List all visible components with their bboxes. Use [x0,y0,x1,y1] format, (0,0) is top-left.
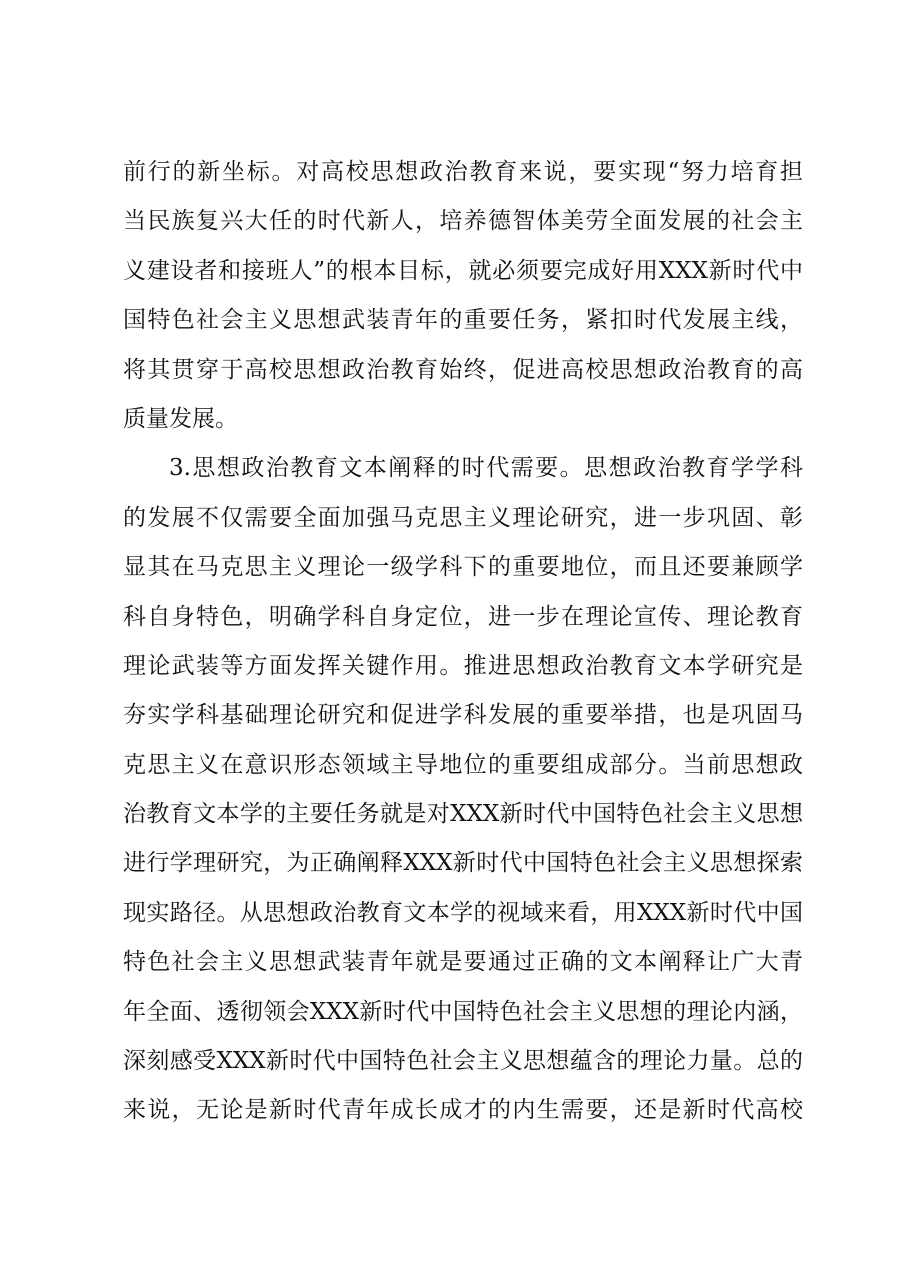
text-line: 义建设者和接班人”的根本目标，就必须要完成好用XXX新时代中 [123,257,803,284]
text-line: 质量发展。 [123,405,238,432]
text-line: 进行学理研究，为正确阐释XXX新时代中国特色社会主义思想探索 [123,850,803,877]
text-line: 国特色社会主义思想武装青年的重要任务，紧扣时代发展主线， [123,307,803,334]
text-line: 治教育文本学的主要任务就是对XXX新时代中国特色社会主义思想 [123,801,803,828]
text-line: 科自身特色，明确学科自身定位，进一步在理论宣传、理论教育 [123,603,803,630]
text-line: 显其在马克思主义理论一级学科下的重要地位，而且还要兼顾学 [123,554,803,581]
text-line: 夯实学科基础理论研究和促进学科发展的重要举措，也是巩固马 [123,702,803,729]
text-line: 特色社会主义思想武装青年就是要通过正确的文本阐释让广大青 [123,949,803,976]
text-line: 当民族复兴大任的时代新人，培养德智体美劳全面发展的社会主 [123,208,803,235]
text-line: 年全面、透彻领会XXX新时代中国特色社会主义思想的理论内涵， [123,998,803,1025]
text-line: 深刻感受XXX新时代中国特色社会主义思想蕴含的理论力量。总的 [123,1048,803,1075]
paragraph-first-line: 3.思想政治教育文本阐释的时代需要。思想政治教育学学科 [169,455,803,482]
text-line: 来说，无论是新时代青年成长成才的内生需要，还是新时代高校 [123,1097,803,1124]
text-line: 将其贯穿于高校思想政治教育始终，促进高校思想政治教育的高 [123,356,803,383]
text-line: 前行的新坐标。对高校思想政治教育来说，要实现“努力培育担 [123,159,803,185]
text-line: 理论武装等方面发挥关键作用。推进思想政治教育文本学研究是 [123,652,803,679]
text-line: 克思主义在意识形态领域主导地位的重要组成部分。当前思想政 [123,751,803,778]
body-text [123,148,803,1136]
text-line: 现实路径。从思想政治教育文本学的视域来看，用XXX新时代中国 [123,899,803,926]
text-line: 的发展不仅需要全面加强马克思主义理论研究，进一步巩固、彰 [123,504,803,531]
